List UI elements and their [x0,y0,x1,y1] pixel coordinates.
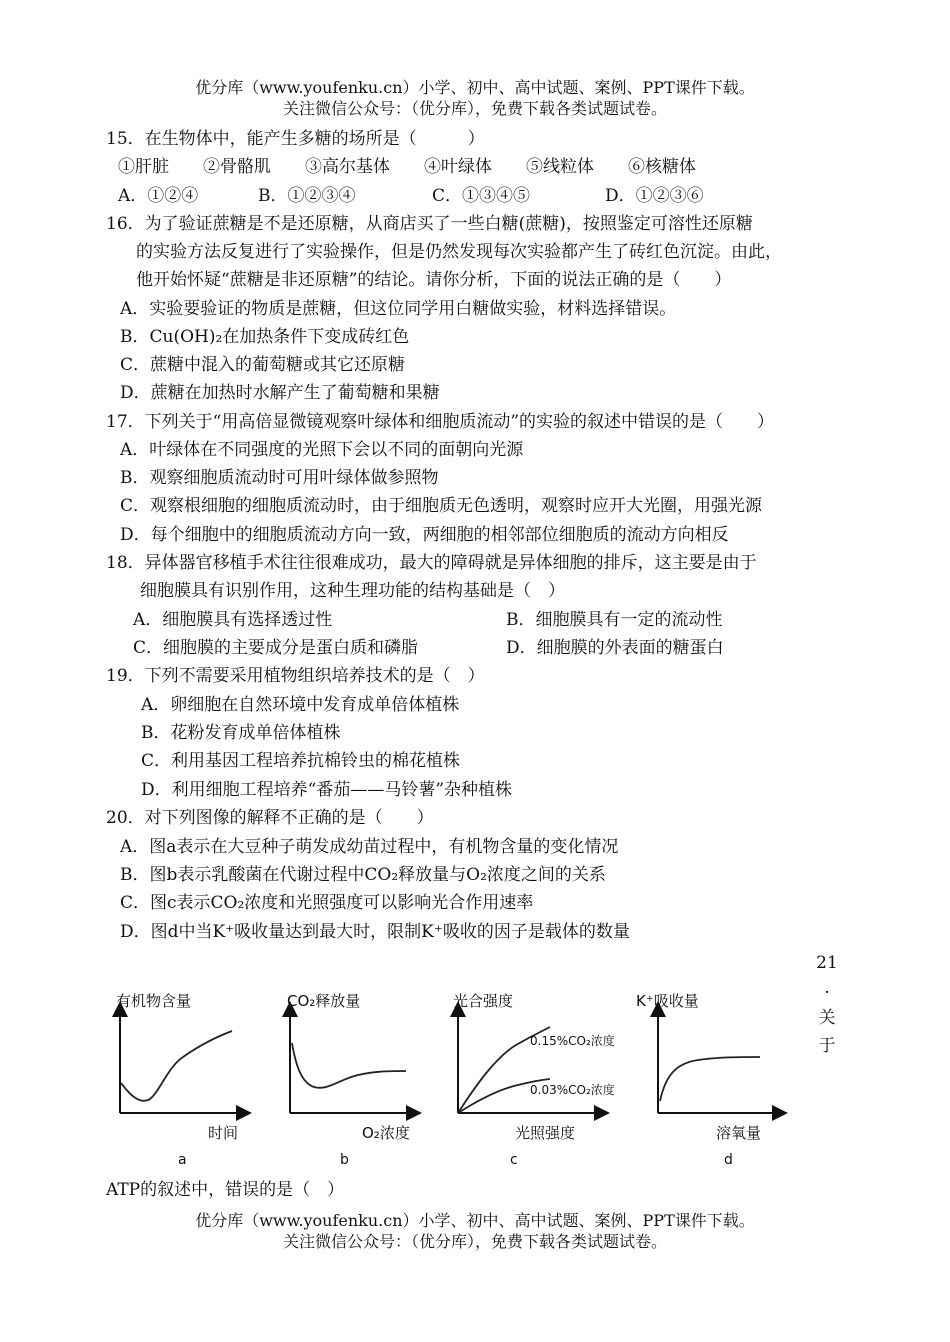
fig-a-curve [121,1031,232,1101]
footer-line-2: 关注微信公众号：（优分库），免费下载各类试题试卷。 [282,1232,667,1251]
fig-c-xlabel: 光照强度 [515,1124,576,1142]
q17-stem: 17．下列关于“用高倍显微镜观察叶绿体和细胞质流动”的实验的叙述中错误的是（ ） [106,412,775,432]
q21-char-1: 关 [818,1008,836,1028]
fig-b-xlabel: O₂浓度 [362,1124,410,1142]
q17-option-d: D．每个细胞中的细胞质流动方向一致，两细胞的相邻部位细胞质的流动方向相反 [120,525,729,545]
q15-stem: 15．在生物体中，能产生多糖的场所是（ ） [106,129,485,149]
q19-option-b: B．花粉发育成单倍体植株 [141,723,341,743]
fig-d-xlabel: 溶氧量 [716,1124,762,1142]
fig-d-plot [646,1005,786,1125]
q18-option-d: D．细胞膜的外表面的糖蛋白 [506,638,724,658]
q17-option-c: C．观察根细胞的细胞质流动时，由于细胞质无色透明，观察时应开大光圈，用强光源 [120,496,763,516]
q20-stem: 20．对下列图像的解释不正确的是（ ） [106,808,434,828]
fig-c-curve-high-label: 0.15%CO₂浓度 [530,1034,615,1048]
q15-option-b: B．①②③④ [258,186,356,206]
q15-items: ①肝脏 ②骨骼肌 ③高尔基体 ④叶绿体 ⑤线粒体 ⑥核糖体 [118,157,696,177]
q16-option-b: B．Cu(OH)₂在加热条件下变成砖红色 [120,327,410,347]
q16-option-d: D．蔗糖在加热时水解产生了葡萄糖和果糖 [120,383,440,403]
q18-option-c: C．细胞膜的主要成分是蛋白质和磷脂 [133,638,419,658]
q21-number: 21 [816,953,838,973]
q19-option-a: A．卵细胞在自然环境中发育成单倍体植株 [141,695,460,715]
q20-option-d: D．图d中当K⁺吸收量达到最大时，限制K⁺吸收的因子是载体的数量 [120,922,630,942]
q15-option-a: A．①②④ [118,186,199,206]
q20-option-b: B．图b表示乳酸菌在代谢过程中CO₂释放量与O₂浓度之间的关系 [120,865,606,885]
fig-c-caption: c [510,1152,518,1168]
q19-option-d: D．利用细胞工程培养“番茄——马铃薯”杂种植株 [141,780,513,800]
q20-option-a: A．图a表示在大豆种子萌发成幼苗过程中，有机物含量的变化情况 [120,837,619,857]
header-line-2: 关注微信公众号：（优分库），免费下载各类试题试卷。 [282,99,667,118]
q21-tail: ATP的叙述中，错误的是（ ） [106,1180,345,1200]
q18-option-b: B．细胞膜具有一定的流动性 [506,610,723,630]
q18-stem-1: 18．异体器官移植手术往往很难成功，最大的障碍就是异体细胞的排斥，这主要是由于 [106,553,757,573]
q19-stem: 19．下列不需要采用植物组织培养技术的是（ ） [106,666,485,686]
fig-b-ylabel: CO₂释放量 [287,992,361,1010]
q15-option-c: C．①③④⑤ [432,186,531,206]
q17-option-a: A．叶绿体在不同强度的光照下会以不同的面朝向光源 [120,440,524,460]
header-line-1: 优分库（www.youfenku.cn）小学、初中、高中试题、案例、PPT课件下载。 [195,78,755,97]
footer-line-1: 优分库（www.youfenku.cn）小学、初中、高中试题、案例、PPT课件下载。 [195,1211,755,1230]
q16-stem-2: 的实验方法反复进行了实验操作，但是仍然发现每次实验都产生了砖红色沉淀。由此， [136,242,782,262]
q19-option-c: C．利用基因工程培养抗棉铃虫的棉花植株 [141,751,461,771]
fig-a-ylabel: 有机物含量 [116,992,192,1010]
fig-a-plot [108,1005,248,1125]
fig-c-plot [446,1005,606,1125]
fig-b-caption: b [340,1152,349,1168]
q21-char-2: 于 [818,1036,836,1056]
fig-d-caption: d [724,1152,733,1168]
q18-stem-2: 细胞膜具有识别作用，这种生理功能的结构基础是（ ） [140,581,565,601]
fig-b-curve [292,1043,406,1088]
fig-d-curve [660,1057,760,1101]
q16-stem-3: 他开始怀疑“蔗糖是非还原糖”的结论。请你分析，下面的说法正确的是（ ） [136,270,732,290]
q18-option-a: A．细胞膜具有选择透过性 [133,610,333,630]
q21-dot: . [824,978,830,998]
fig-a-xlabel: 时间 [208,1124,239,1142]
fig-b-plot [278,1005,418,1125]
q16-option-c: C．蔗糖中混入的葡萄糖或其它还原糖 [120,355,406,375]
q20-option-c: C．图c表示CO₂浓度和光照强度可以影响光合作用速率 [120,893,534,913]
fig-c-ylabel: 光合强度 [453,992,514,1010]
q15-option-d: D．①②③⑥ [605,186,704,206]
fig-c-curve-low-label: 0.03%CO₂浓度 [530,1083,615,1097]
q17-option-b: B．观察细胞质流动时可用叶绿体做参照物 [120,468,439,488]
q16-stem-1: 16．为了验证蔗糖是不是还原糖，从商店买了一些白糖(蔗糖)，按照鉴定可溶性还原糖 [106,214,753,234]
q16-option-a: A．实验要验证的物质是蔗糖，但这位同学用白糖做实验，材料选择错误。 [120,299,677,319]
fig-a-caption: a [178,1152,187,1168]
fig-d-ylabel: K⁺吸收量 [636,992,699,1010]
